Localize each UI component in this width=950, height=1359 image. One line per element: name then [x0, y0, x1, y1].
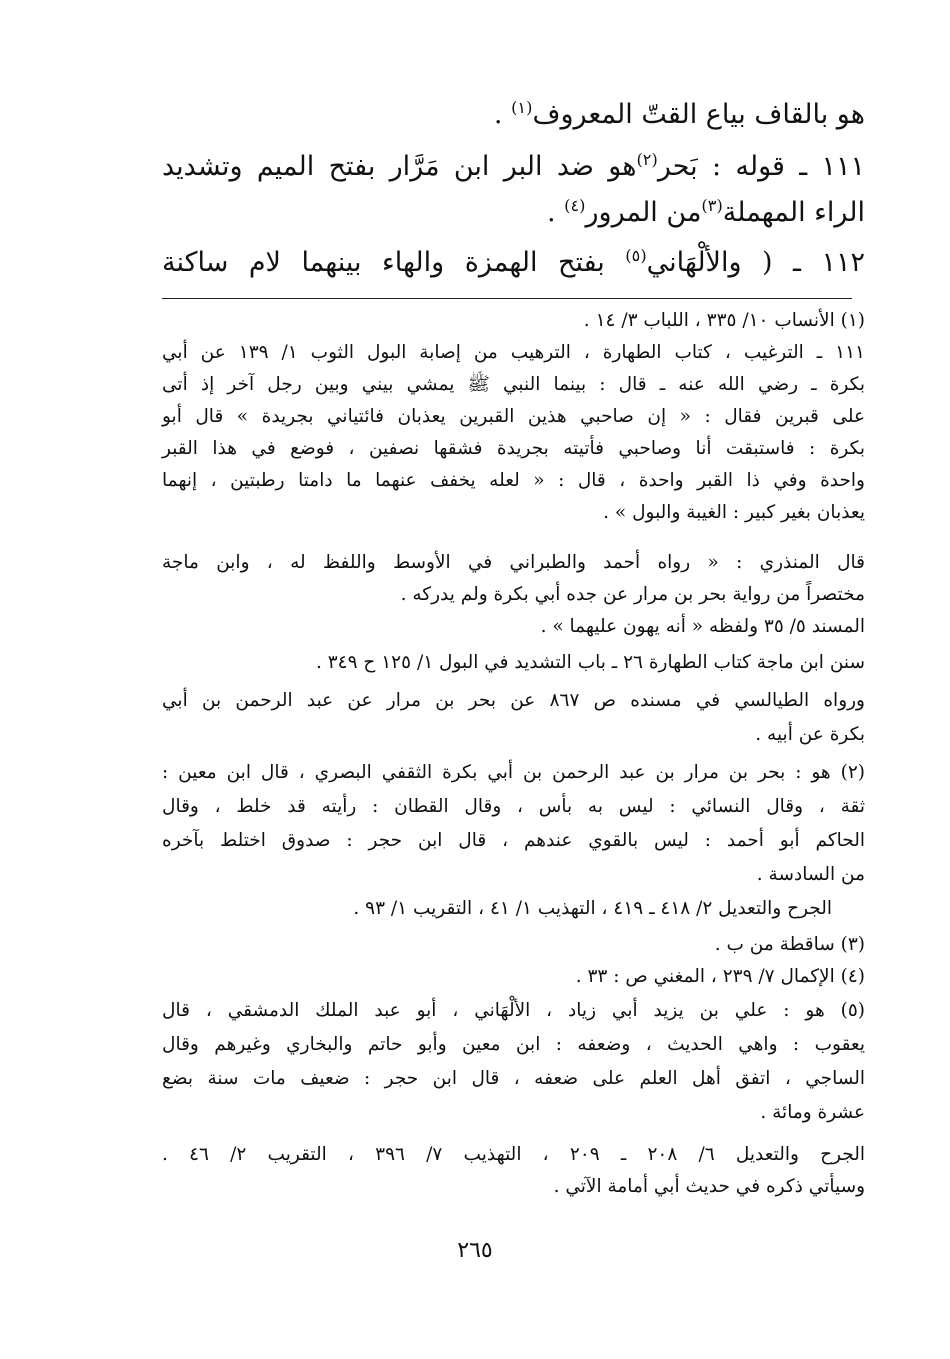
- hadith-111-line: المسند ٥/ ٣٥ ولفظه « أنه يهون عليهما » .: [540, 616, 865, 637]
- footnote-1: (١) الأنساب ١٠/ ٣٣٥ ، اللباب ٣/ ١٤ .: [583, 310, 865, 331]
- footnote-5-line: (٥) هو : علي بن يزيد أبي زياد ، الألْهَاني ، أبو عبد الملك الدمشقي ، قال: [162, 1000, 865, 1021]
- hadith-111-line: بكرة : فاستبقت أنا وصاحبي فأتيته بجريدة فشقها نصفين ، فوضع في هذا القبر: [162, 438, 865, 459]
- footnote-5-line: الجرح والتعديل ٦/ ٢٠٨ ـ ٢٠٩ ، التهذيب ٧/ ٣٩٦ ، التقريب ٢/ ٤٦ .: [162, 1144, 866, 1165]
- footnote-marker: (١): [511, 98, 533, 117]
- body-text: بفتح الهمزة والهاء بينهما لام ساكنة: [162, 247, 626, 278]
- hadith-111-line: يعذبان بغير كبير : الغيبة والبول » .: [603, 502, 865, 523]
- page-number: ٢٦٥: [457, 1238, 493, 1263]
- hadith-111-line: ١١١ ـ الترغيب ، كتاب الطهارة ، الترهيب من إصابة البول الثوب ١/ ١٣٩ عن أبي: [162, 342, 865, 363]
- footnote-5-line: الساجي ، اتفق أهل العلم على ضعفه ، قال ابن حجر : ضعيف مات سنة بضع: [162, 1068, 865, 1089]
- body-text: ١١١ ـ قوله : بَحر: [657, 151, 865, 182]
- footnote-marker: (٣): [701, 196, 723, 215]
- footnote-2-line: الجرح والتعديل ٢/ ٤١٨ ـ ٤١٩ ، التهذيب ١/ ٤١ ، التقريب ١/ ٩٣ .: [353, 898, 832, 919]
- body-text: .: [546, 197, 565, 228]
- footnote-2-line: ثقة ، وقال النسائي : ليس به بأس ، وقال القطان : رأيته قد خلط ، وقال: [162, 796, 865, 817]
- body-text: هو بالقاف بياع القتّ المعروف: [532, 99, 865, 130]
- hadith-111-line: سنن ابن ماجة كتاب الطهارة ٢٦ ـ باب التشديد في البول ١/ ١٢٥ ح ٣٤٩ .: [315, 652, 865, 673]
- footnote-separator: [162, 298, 852, 299]
- hadith-111-line: مختصراً من رواية بحر بن مرار عن جده أبي بكرة ولم يدركه .: [400, 584, 865, 605]
- footnote-2-line: الحاكم أبو أحمد : ليس بالقوي عندهم ، قال ابن حجر : صدوق اختلط بآخره: [162, 830, 865, 851]
- footnote-marker: (٢): [636, 150, 658, 169]
- footnote-5-line: يعقوب : واهي الحديث ، وضعفه : ابن معين وأبو حاتم والبخاري وغيرهم وقال: [162, 1034, 865, 1055]
- footnote-4: (٤) الإكمال ٧/ ٢٣٩ ، المغني ص : ٣٣ .: [575, 966, 865, 987]
- hadith-111-line: بكرة عن أبيه .: [755, 724, 865, 745]
- body-line-3: [547, 196, 865, 228]
- hadith-111-line: واحدة وفي ذا القبر واحدة ، قال : « لعله يخفف عنهما ما دامتا رطبتين ، إنهما: [162, 470, 865, 491]
- footnote-5-line: وسيأتي ذكره في حديث أبي أمامة الآتي .: [553, 1176, 865, 1197]
- footnote-3: (٣) ساقطة من ب .: [714, 934, 865, 955]
- body-text: الراء المهملة: [722, 197, 865, 228]
- body-text: .: [493, 99, 512, 130]
- hadith-111-line: بكرة ـ رضي الله عنه ـ قال : بينما النبي ﷺ يمشي بيني وبين رجل آخر إذ أتى: [162, 374, 865, 395]
- body-text: هو ضد البر ابن مَرَّار بفتح الميم وتشديد: [162, 151, 637, 182]
- hadith-111-line: على قبرين فقال : « إن صاحبي هذين القبرين يعذبان فائتياني بجريدة » قال أبو: [162, 406, 865, 427]
- body-line-1: [494, 98, 865, 130]
- footnote-marker: (٥): [625, 246, 647, 265]
- hadith-111-line: قال المنذري : « رواه أحمد والطبراني في الأوسط واللفظ له ، وابن ماجة: [162, 552, 865, 573]
- footnote-2-line: (٢) هو : بحر بن مرار بن عبد الرحمن بن أبي بكرة الثقفي البصري ، قال ابن معين :: [162, 762, 865, 783]
- footnote-5-line: عشرة ومائة .: [760, 1102, 865, 1123]
- footnote-marker: (٤): [564, 196, 586, 215]
- body-text: من المرور: [585, 197, 702, 228]
- body-line-2: [162, 150, 865, 182]
- body-text: ١١٢ ـ ( والألْهَاني: [646, 247, 865, 278]
- body-line-4: [162, 246, 865, 278]
- hadith-111-line: ورواه الطيالسي في مسنده ص ٨٦٧ عن بحر بن مرار عن عبد الرحمن بن أبي: [162, 690, 865, 711]
- footnote-2-line: من السادسة .: [756, 864, 865, 885]
